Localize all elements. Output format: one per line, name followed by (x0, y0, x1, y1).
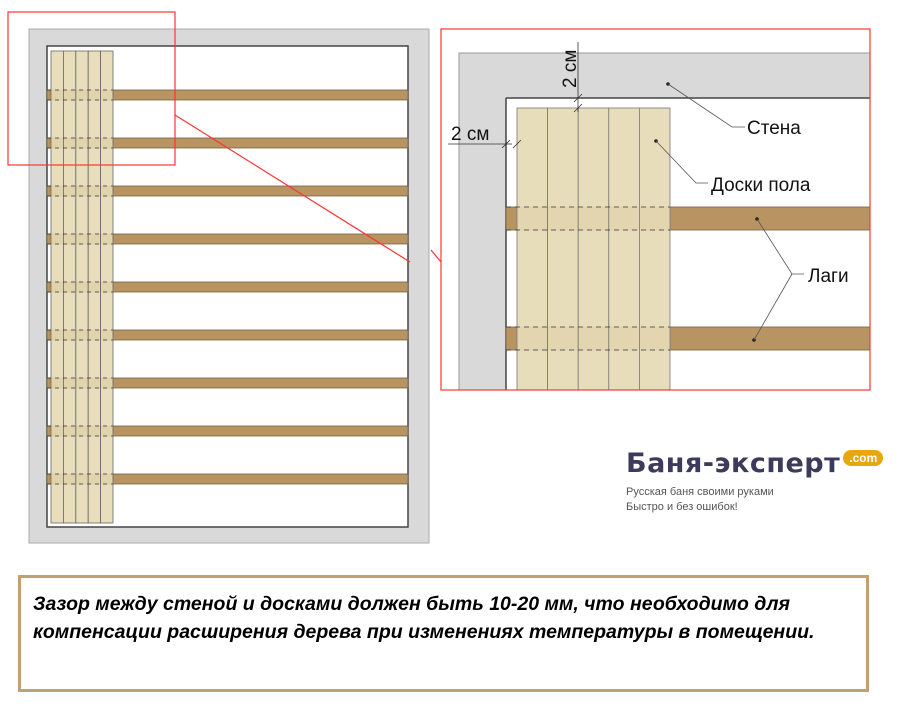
label-floor-boards: Доски пола (711, 175, 811, 196)
gap-label-vertical: 2 см (560, 49, 581, 88)
logo-tagline-1: Русская баня своими руками (626, 486, 774, 498)
floor-board (63, 51, 75, 523)
label-joists: Лаги (808, 266, 849, 287)
overview-plan (29, 29, 429, 543)
floor-board (517, 108, 548, 408)
floor-board (51, 51, 63, 523)
floor-board (639, 108, 670, 408)
floor-board (609, 108, 640, 408)
floor-board (76, 51, 88, 523)
floor-board (548, 108, 579, 408)
info-note-text: Зазор между стеной и досками должен быть 10-20 мм, что необходимо для компенсации расширения дерева при изменениях температуры в помещении. (33, 593, 815, 643)
zoom-connector-line-end (431, 250, 441, 262)
detail-inset (441, 29, 876, 408)
floor-board (578, 108, 609, 408)
logo-name: Баня-эксперт (626, 448, 841, 479)
floor-board (101, 51, 113, 523)
site-logo (626, 448, 883, 515)
logo-domain-badge: .com (843, 450, 883, 466)
info-note (18, 575, 869, 692)
gap-label-horizontal: 2 см (451, 124, 490, 145)
label-wall: Стена (747, 118, 801, 139)
logo-tagline-2: Быстро и без ошибок! (626, 501, 738, 513)
floor-board (88, 51, 100, 523)
